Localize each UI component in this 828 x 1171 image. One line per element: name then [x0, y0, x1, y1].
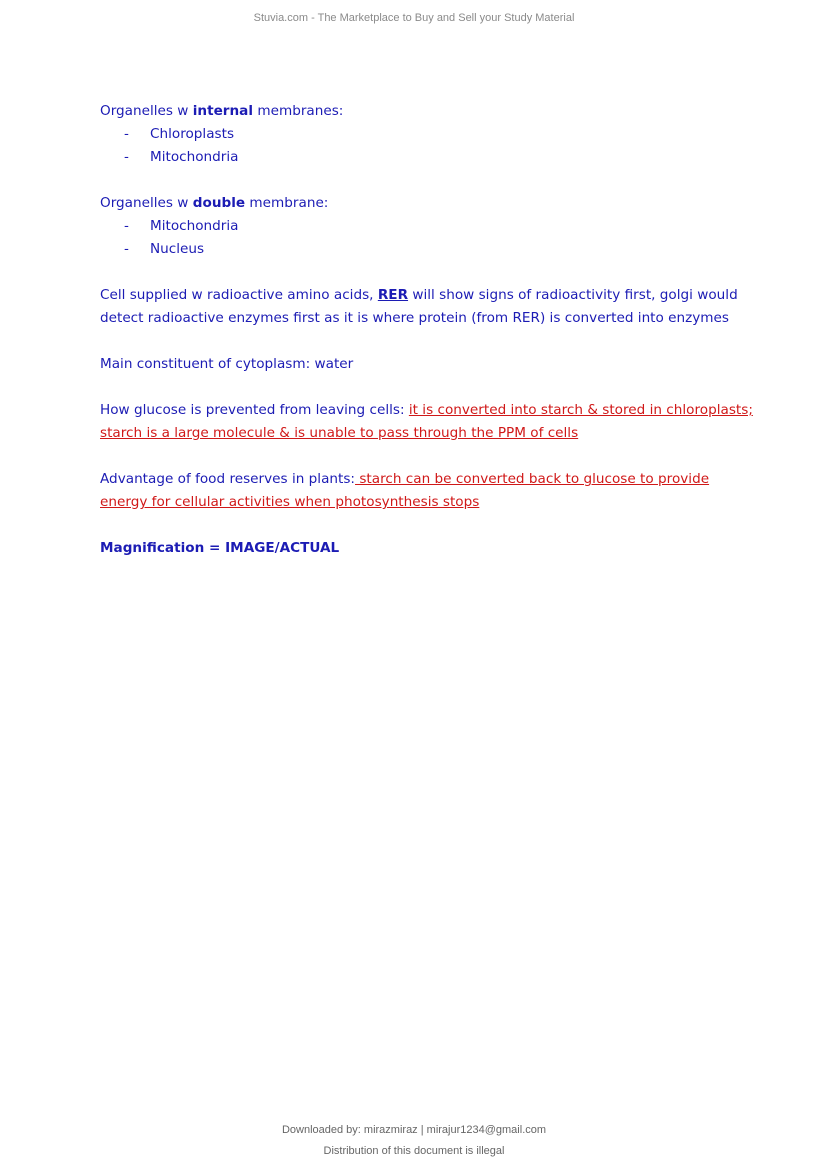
- dash-bullet: -: [124, 241, 129, 257]
- heading-suffix: membrane:: [245, 195, 329, 211]
- dash-bullet: -: [124, 126, 129, 142]
- radioactive-prefix: Cell supplied w radioactive amino acids,: [100, 287, 378, 303]
- internal-membranes-section: [100, 100, 760, 169]
- list-item-text: Nucleus: [150, 241, 205, 257]
- list-item-text: Mitochondria: [150, 218, 239, 234]
- heading-bold: internal: [192, 103, 254, 119]
- list-item: [100, 146, 760, 169]
- reserves-answer: starch can be converted back to glucose to provide energy for cellular activities when photosynthesis stops: [100, 471, 710, 510]
- list-item: [100, 215, 760, 238]
- list-item-text: Chloroplasts: [150, 126, 235, 142]
- glucose-answer: it is converted into starch & stored in chloroplasts; starch is a large molecule & is unable to pass through the PPM of cells: [100, 402, 753, 441]
- radioactive-section: [100, 284, 760, 330]
- double-membrane-section: [100, 192, 760, 261]
- radioactive-paragraph: [100, 284, 760, 330]
- radioactive-suffix: will show signs of radioactivity first, golgi would detect radioactive enzymes first as it is where protein (from RER) is converted into enzymes: [100, 287, 738, 326]
- double-membrane-list: [100, 215, 760, 261]
- reserves-question: Advantage of food reserves in plants:: [100, 471, 356, 487]
- glucose-paragraph: [100, 399, 760, 445]
- dash-bullet: -: [124, 218, 129, 234]
- list-item-text: Mitochondria: [150, 149, 239, 165]
- internal-membranes-heading: [100, 100, 760, 123]
- reserves-section: [100, 468, 760, 514]
- footer-distribution: Distribution of this document is illegal: [323, 1145, 505, 1157]
- heading-prefix: Organelles w: [100, 103, 193, 119]
- footer-downloaded: Downloaded by: mirazmiraz | mirajur1234@gmail.com: [281, 1124, 547, 1136]
- list-item: [100, 123, 760, 146]
- heading-bold: double: [192, 195, 246, 211]
- double-membrane-heading: [100, 192, 760, 215]
- glucose-question: How glucose is prevented from leaving cells:: [100, 402, 409, 418]
- glucose-section: [100, 399, 760, 445]
- cytoplasm-section: [100, 353, 760, 376]
- reserves-paragraph: [100, 468, 760, 514]
- page-header: Stuvia.com - The Marketplace to Buy and Sell your Study Material: [253, 12, 575, 24]
- heading-suffix: membranes:: [253, 103, 344, 119]
- internal-membranes-list: [100, 123, 760, 169]
- heading-prefix: Organelles w: [100, 195, 193, 211]
- rer-highlight: RER: [377, 287, 409, 303]
- document-body: [100, 100, 760, 583]
- list-item: [100, 238, 760, 261]
- magnification-section: [100, 537, 760, 560]
- dash-bullet: -: [124, 149, 129, 165]
- cytoplasm-paragraph: Main constituent of cytoplasm: water: [100, 356, 354, 372]
- magnification-formula: Magnification = IMAGE/ACTUAL: [100, 540, 340, 556]
